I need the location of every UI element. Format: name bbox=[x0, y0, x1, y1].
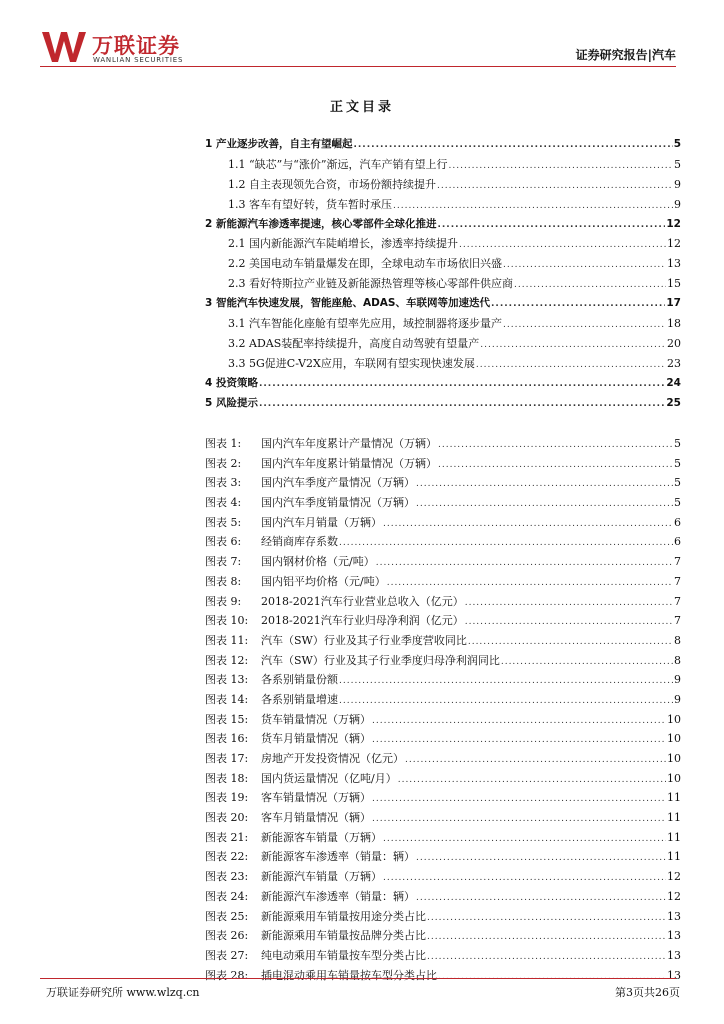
figure-entry[interactable] bbox=[205, 808, 681, 828]
dot-leader bbox=[416, 475, 673, 495]
dot-leader bbox=[437, 216, 665, 236]
figure-label: 图表 9: bbox=[205, 594, 242, 608]
toc-entry-page: 24 bbox=[666, 376, 681, 389]
figure-page: 7 bbox=[674, 555, 681, 569]
figure-label: 图表 15: bbox=[205, 712, 249, 726]
toc-entry[interactable] bbox=[205, 294, 681, 314]
figure-title: 经销商库存系数 bbox=[261, 535, 338, 549]
toc-entry-text: “缺芯”与“涨价”渐远，汽车产销有望上行 bbox=[249, 157, 448, 171]
figure-title: 客车月销量情况（辆） bbox=[261, 811, 371, 825]
dot-leader bbox=[383, 515, 673, 535]
toc-entry-number: 2 bbox=[205, 217, 213, 230]
figure-entry[interactable] bbox=[205, 946, 681, 966]
figure-title: 国内汽车年度累计产量情况（万辆） bbox=[261, 437, 437, 450]
toc-entry-title bbox=[228, 155, 448, 175]
toc-entry-page: 20 bbox=[667, 336, 681, 350]
figure-entry[interactable] bbox=[205, 907, 681, 927]
toc-entry-title bbox=[205, 135, 352, 155]
figure-entry[interactable] bbox=[205, 631, 681, 651]
toc-entry-number: 5 bbox=[205, 396, 213, 409]
figure-title: 房地产开发投资情况（亿元） bbox=[261, 752, 404, 765]
figure-label: 图表 1: bbox=[205, 437, 242, 450]
dot-leader bbox=[416, 849, 666, 869]
toc-entry-text: 自主表现领先合资，市场份额持续提升 bbox=[249, 177, 436, 191]
figure-page: 8 bbox=[674, 653, 681, 667]
figure-entry[interactable] bbox=[205, 867, 681, 887]
dot-leader bbox=[438, 456, 673, 476]
figure-label: 图表 19: bbox=[205, 791, 249, 805]
figure-page: 13 bbox=[667, 929, 681, 943]
figure-entry[interactable] bbox=[205, 710, 681, 730]
dot-leader bbox=[353, 136, 672, 156]
figure-label: 图表 12: bbox=[205, 653, 249, 667]
figure-page: 11 bbox=[667, 791, 681, 805]
dot-leader bbox=[339, 534, 673, 554]
figure-page: 13 bbox=[667, 948, 681, 962]
figure-label: 图表 6: bbox=[205, 535, 242, 549]
figure-label: 图表 16: bbox=[205, 732, 249, 746]
figure-title: 新能源汽车渗透率（销量：辆） bbox=[261, 889, 415, 903]
figure-entry[interactable] bbox=[205, 651, 681, 671]
toc-entry[interactable] bbox=[205, 155, 681, 175]
toc-entry-title bbox=[228, 274, 513, 294]
figure-label: 图表 2: bbox=[205, 456, 242, 470]
dot-leader bbox=[372, 712, 666, 732]
toc-entry-number: 1 bbox=[205, 138, 213, 150]
toc-entry-number: 3.1 bbox=[228, 317, 246, 331]
figure-page: 11 bbox=[667, 830, 681, 844]
figure-title: 国内汽车月销量（万辆） bbox=[261, 515, 382, 529]
footer-source: 万联证券研究所 www.wlzq.cn bbox=[46, 986, 200, 999]
figure-entry[interactable] bbox=[205, 769, 681, 789]
toc-entry-number: 3.3 bbox=[228, 356, 246, 370]
figure-label: 图表 7: bbox=[205, 555, 242, 569]
figure-label: 图表 27: bbox=[205, 948, 249, 962]
figure-label: 图表 11: bbox=[205, 633, 249, 647]
toc-entry-page: 17 bbox=[666, 297, 681, 310]
toc-entry-text: 产业逐步改善，自主有望崛起 bbox=[215, 138, 353, 150]
figure-page: 6 bbox=[674, 535, 681, 549]
dot-leader bbox=[383, 869, 666, 889]
toc-entry-text: 风险提示 bbox=[215, 396, 258, 409]
figure-title: 新能源乘用车销量按品牌分类占比 bbox=[261, 929, 426, 943]
toc-entry-number: 1.2 bbox=[228, 177, 246, 191]
toc-entry-text: ADAS装配率持续提升，高度自动驾驶有望量产 bbox=[249, 336, 480, 350]
dot-leader bbox=[449, 157, 674, 177]
toc-entry-page: 9 bbox=[674, 177, 681, 191]
figure-title: 国内汽车季度销量情况（万辆） bbox=[261, 496, 415, 510]
toc-entry-text: 汽车智能化座舱有望率先应用，域控制器将逐步量产 bbox=[249, 317, 502, 331]
figure-page: 5 bbox=[674, 476, 681, 490]
toc-entry-number: 4 bbox=[205, 376, 213, 389]
figure-page: 13 bbox=[667, 968, 681, 982]
dot-leader bbox=[437, 177, 673, 197]
figure-page: 7 bbox=[674, 574, 681, 588]
figure-entry[interactable] bbox=[205, 552, 681, 572]
figure-entry[interactable] bbox=[205, 926, 681, 946]
figure-title: 国内钢材价格（元/吨） bbox=[261, 555, 375, 569]
toc-entry-title bbox=[228, 354, 475, 374]
toc-entry-number: 2.1 bbox=[228, 237, 246, 251]
figure-title: 货车销量情况（万辆） bbox=[261, 712, 371, 726]
toc-entry-title bbox=[228, 234, 458, 254]
figure-label: 图表 26: bbox=[205, 929, 249, 943]
figure-label: 图表 23: bbox=[205, 870, 249, 884]
figure-entry[interactable] bbox=[205, 493, 681, 513]
figure-entry[interactable] bbox=[205, 828, 681, 848]
figure-title: 各系别销量份额 bbox=[261, 673, 338, 687]
figure-label: 图表 3: bbox=[205, 476, 242, 490]
toc-entry-text: 投资策略 bbox=[215, 376, 258, 389]
figure-entry[interactable] bbox=[205, 966, 681, 986]
logo-brand-english: WANLIAN SECURITIES bbox=[93, 56, 184, 64]
toc-entry-title bbox=[228, 195, 392, 215]
figure-page: 11 bbox=[667, 850, 681, 864]
toc-entry[interactable] bbox=[205, 234, 681, 254]
toc-entry[interactable] bbox=[205, 334, 681, 354]
toc-entry[interactable] bbox=[205, 215, 681, 235]
toc-entry-text: 新能源汽车渗透率提速，核心零部件全球化推进 bbox=[215, 217, 437, 230]
figure-page: 9 bbox=[674, 692, 681, 706]
figure-label: 图表 17: bbox=[205, 752, 249, 765]
figure-entry[interactable] bbox=[205, 847, 681, 867]
toc-entry-text: 智能汽车快速发展，智能座舱、ADAS、车联网等加速迭代 bbox=[215, 297, 490, 310]
toc-entry[interactable] bbox=[205, 394, 681, 414]
toc-entry[interactable] bbox=[205, 314, 681, 334]
figure-entry[interactable] bbox=[205, 729, 681, 749]
dot-leader bbox=[372, 731, 666, 751]
table-of-contents bbox=[205, 135, 681, 413]
toc-entry-number: 2.3 bbox=[228, 277, 246, 291]
toc-entry[interactable] bbox=[205, 254, 681, 274]
figure-page: 8 bbox=[674, 633, 681, 647]
figure-label: 图表 22: bbox=[205, 850, 249, 864]
dot-leader bbox=[514, 276, 666, 296]
toc-entry-title bbox=[205, 215, 436, 235]
dot-leader bbox=[416, 495, 673, 515]
figure-label: 图表 13: bbox=[205, 673, 249, 687]
footer-divider bbox=[40, 978, 676, 979]
toc-entry-title bbox=[205, 294, 490, 314]
figure-entry[interactable] bbox=[205, 670, 681, 690]
toc-entry-page: 23 bbox=[667, 356, 681, 370]
report-type-label: 证券研究报告|汽车 bbox=[575, 48, 676, 62]
dot-leader bbox=[339, 672, 673, 692]
figure-title: 客车销量情况（万辆） bbox=[261, 791, 371, 805]
figure-entry[interactable] bbox=[205, 690, 681, 710]
dot-leader bbox=[259, 375, 665, 395]
dot-leader bbox=[465, 594, 673, 614]
toc-entry-text: 国内新能源汽车陡峭增长，渗透率持续提升 bbox=[249, 237, 458, 251]
figure-title: 国内铝平均价格（元/吨） bbox=[261, 574, 386, 588]
dot-leader bbox=[503, 256, 666, 276]
figure-page: 11 bbox=[667, 811, 681, 825]
dot-leader bbox=[438, 436, 673, 456]
figure-page: 13 bbox=[667, 909, 681, 923]
dot-leader bbox=[427, 928, 666, 948]
figure-title: 新能源汽车销量（万辆） bbox=[261, 870, 382, 884]
dot-leader bbox=[376, 554, 673, 574]
figure-label: 图表 8: bbox=[205, 574, 242, 588]
toc-entry[interactable] bbox=[205, 374, 681, 394]
dot-leader bbox=[501, 653, 673, 673]
figure-page: 10 bbox=[667, 732, 681, 746]
toc-entry-page: 5 bbox=[673, 138, 681, 150]
toc-entry-page: 25 bbox=[666, 396, 681, 409]
dot-leader bbox=[383, 830, 666, 850]
dot-leader bbox=[398, 771, 666, 791]
figure-title: 汽车（SW）行业及其子行业季度营收同比 bbox=[261, 633, 467, 647]
figure-title: 新能源客车渗透率（销量：辆） bbox=[261, 850, 415, 864]
figure-title: 国内货运量情况（亿吨/月） bbox=[261, 771, 397, 785]
toc-entry-title bbox=[205, 374, 258, 394]
dot-leader bbox=[259, 395, 665, 415]
figure-entry[interactable] bbox=[205, 788, 681, 808]
figure-page: 7 bbox=[674, 614, 681, 628]
figure-entry[interactable] bbox=[205, 532, 681, 552]
toc-entry-title bbox=[228, 334, 479, 354]
figure-page: 9 bbox=[674, 673, 681, 687]
figure-title: 各系别销量增速 bbox=[261, 692, 338, 706]
dot-leader bbox=[491, 295, 665, 315]
toc-entry-text: 美国电动车销量爆发在即，全球电动车市场依旧兴盛 bbox=[249, 257, 502, 271]
figure-entry[interactable] bbox=[205, 454, 681, 474]
figure-entry[interactable] bbox=[205, 592, 681, 612]
figure-label: 图表 25: bbox=[205, 909, 249, 923]
toc-entry-page: 13 bbox=[667, 257, 681, 271]
figure-label: 图表 24: bbox=[205, 889, 249, 903]
dot-leader bbox=[427, 909, 666, 929]
figure-page: 7 bbox=[674, 594, 681, 608]
figure-entry[interactable] bbox=[205, 749, 681, 769]
toc-entry-text: 5G促进C-V2X应用，车联网有望实现快速发展 bbox=[249, 356, 475, 370]
dot-leader bbox=[476, 356, 666, 376]
dot-leader bbox=[405, 751, 666, 771]
toc-entry-page: 9 bbox=[674, 197, 681, 211]
figure-page: 5 bbox=[674, 496, 681, 510]
toc-entry-title bbox=[228, 314, 502, 334]
figure-label: 图表 5: bbox=[205, 515, 242, 529]
figure-title: 2018-2021汽车行业营业总收入（亿元） bbox=[261, 594, 464, 608]
figure-label: 图表 18: bbox=[205, 771, 249, 785]
figure-entry[interactable] bbox=[205, 513, 681, 533]
figure-entry[interactable] bbox=[205, 887, 681, 907]
toc-entry-text: 看好特斯拉产业链及新能源热管理等核心零部件供应商 bbox=[249, 277, 513, 291]
toc-entry-page: 15 bbox=[667, 277, 681, 291]
figure-label: 图表 4: bbox=[205, 496, 242, 510]
figure-page: 5 bbox=[674, 456, 681, 470]
toc-entry-number: 2.2 bbox=[228, 257, 246, 271]
figure-list bbox=[205, 434, 681, 985]
figure-label: 图表 10: bbox=[205, 614, 249, 628]
page-header bbox=[40, 30, 676, 66]
figure-entry[interactable] bbox=[205, 473, 681, 493]
toc-entry-title bbox=[228, 254, 502, 274]
toc-entry-title bbox=[228, 175, 436, 195]
toc-entry-page: 18 bbox=[667, 317, 681, 331]
figure-title: 2018-2021汽车行业归母净利润（亿元） bbox=[261, 614, 464, 628]
toc-entry-number: 3.2 bbox=[228, 336, 246, 350]
toc-entry-number: 1.1 bbox=[228, 157, 246, 171]
figure-title: 货车月销量情况（辆） bbox=[261, 732, 371, 746]
figure-label: 图表 20: bbox=[205, 811, 249, 825]
toc-entry-number: 1.3 bbox=[228, 197, 246, 211]
dot-leader bbox=[480, 336, 666, 356]
figure-page: 6 bbox=[674, 515, 681, 529]
logo-brand-name: 万联证券 bbox=[92, 34, 180, 58]
page-title: 正文目录 bbox=[329, 100, 394, 115]
dot-leader bbox=[339, 692, 673, 712]
figure-entry[interactable] bbox=[205, 611, 681, 631]
toc-entry-page: 12 bbox=[666, 217, 681, 230]
dot-leader bbox=[465, 613, 673, 633]
figure-page: 10 bbox=[667, 752, 681, 765]
toc-entry-text: 客车有望好转，货车暂时承压 bbox=[249, 197, 392, 211]
toc-entry-number: 3 bbox=[205, 297, 213, 310]
figure-label: 图表 21: bbox=[205, 830, 249, 844]
figure-title: 插电混动乘用车销量按车型分类占比 bbox=[261, 968, 437, 982]
toc-entry[interactable] bbox=[205, 354, 681, 374]
figure-title: 汽车（SW）行业及其子行业季度归母净利润同比 bbox=[261, 653, 500, 667]
figure-page: 5 bbox=[674, 437, 681, 450]
figure-title: 国内汽车年度累计销量情况（万辆） bbox=[261, 456, 437, 470]
dot-leader bbox=[416, 889, 666, 909]
dot-leader bbox=[503, 316, 666, 336]
header-divider bbox=[40, 66, 676, 67]
toc-entry[interactable] bbox=[205, 195, 681, 215]
figure-page: 12 bbox=[667, 889, 681, 903]
footer-page-number: 第3页共26页 bbox=[615, 986, 680, 999]
figure-label: 图表 14: bbox=[205, 692, 249, 706]
toc-entry-page: 5 bbox=[674, 157, 681, 171]
dot-leader bbox=[427, 948, 666, 968]
figure-entry[interactable] bbox=[205, 572, 681, 592]
dot-leader bbox=[372, 810, 666, 830]
toc-entry[interactable] bbox=[205, 274, 681, 294]
figure-title: 国内汽车季度产量情况（万辆） bbox=[261, 476, 415, 490]
figure-label: 图表 28: bbox=[205, 968, 249, 982]
figure-page: 10 bbox=[667, 712, 681, 726]
toc-entry[interactable] bbox=[205, 135, 681, 155]
toc-entry[interactable] bbox=[205, 175, 681, 195]
dot-leader bbox=[372, 790, 666, 810]
figure-entry[interactable] bbox=[205, 434, 681, 454]
figure-title: 新能源客车销量（万辆） bbox=[261, 830, 382, 844]
figure-title: 新能源乘用车销量按用途分类占比 bbox=[261, 909, 426, 923]
figure-page: 10 bbox=[667, 771, 681, 785]
wanlian-logo-icon bbox=[42, 32, 86, 62]
figure-page: 12 bbox=[667, 870, 681, 884]
toc-entry-page: 12 bbox=[667, 237, 681, 251]
toc-entry-title bbox=[205, 394, 258, 414]
figure-title: 纯电动乘用车销量按车型分类占比 bbox=[261, 948, 426, 962]
